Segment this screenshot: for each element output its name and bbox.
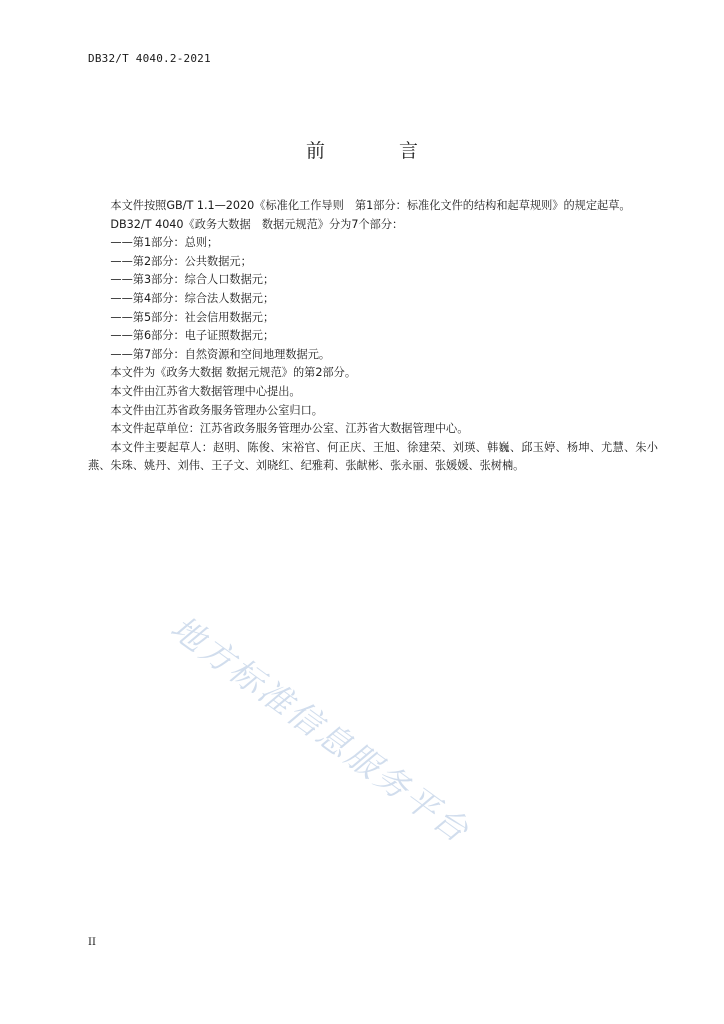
paragraph-proposed-by: 本文件由江苏省大数据管理中心提出。 <box>110 384 301 398</box>
list-item-part-3: ——第3部分：综合人口数据元； <box>110 273 275 287</box>
paragraph-drafting-units: 本文件起草单位：江苏省政务服务管理办公室、江苏省大数据管理中心。 <box>110 422 469 436</box>
paragraph-centralized-by: 本文件由江苏省政务服务管理办公室归口。 <box>110 403 323 417</box>
list-item-part-6: ——第6部分：电子证照数据元； <box>110 329 275 343</box>
foreword-body <box>88 197 658 476</box>
list-item-part-7: ——第7部分：自然资源和空间地理数据元。 <box>110 347 331 361</box>
list-item-part-5: ——第5部分：社会信用数据元； <box>110 310 275 324</box>
paragraph-drafters: 本文件主要起草人：赵明、陈俊、宋裕官、何正庆、王旭、徐建荣、刘瑛、韩巍、邱玉婷、杨坤、尤慧、朱小燕、朱珠、姚丹、刘伟、王子文、刘晓红、纪雅莉、张献彬、张永丽、张媛媛、张树楠。 <box>88 440 658 473</box>
section-title: 前 言 <box>305 140 453 162</box>
list-item-part-1: ——第1部分：总则； <box>110 236 219 250</box>
page-number: II <box>88 937 96 948</box>
list-item-part-4: ——第4部分：综合法人数据元； <box>110 291 275 305</box>
document-code-header: DB32/T 4040.2-2021 <box>88 52 211 65</box>
watermark-text: 地方标准信息服务平台 <box>163 607 478 852</box>
list-item-part-2: ——第2部分：公共数据元； <box>110 254 252 268</box>
paragraph-drafting-basis: 本文件按照GB/T 1.1—2020《标准化工作导则 第1部分：标准化文件的结构和起草规则》的规定起草。 <box>110 199 631 212</box>
paragraph-parts-intro: DB32/T 4040《政务大数据 数据元规范》分为7个部分： <box>110 217 404 231</box>
paragraph-this-part: 本文件为《政务大数据 数据元规范》的第2部分。 <box>110 366 357 380</box>
